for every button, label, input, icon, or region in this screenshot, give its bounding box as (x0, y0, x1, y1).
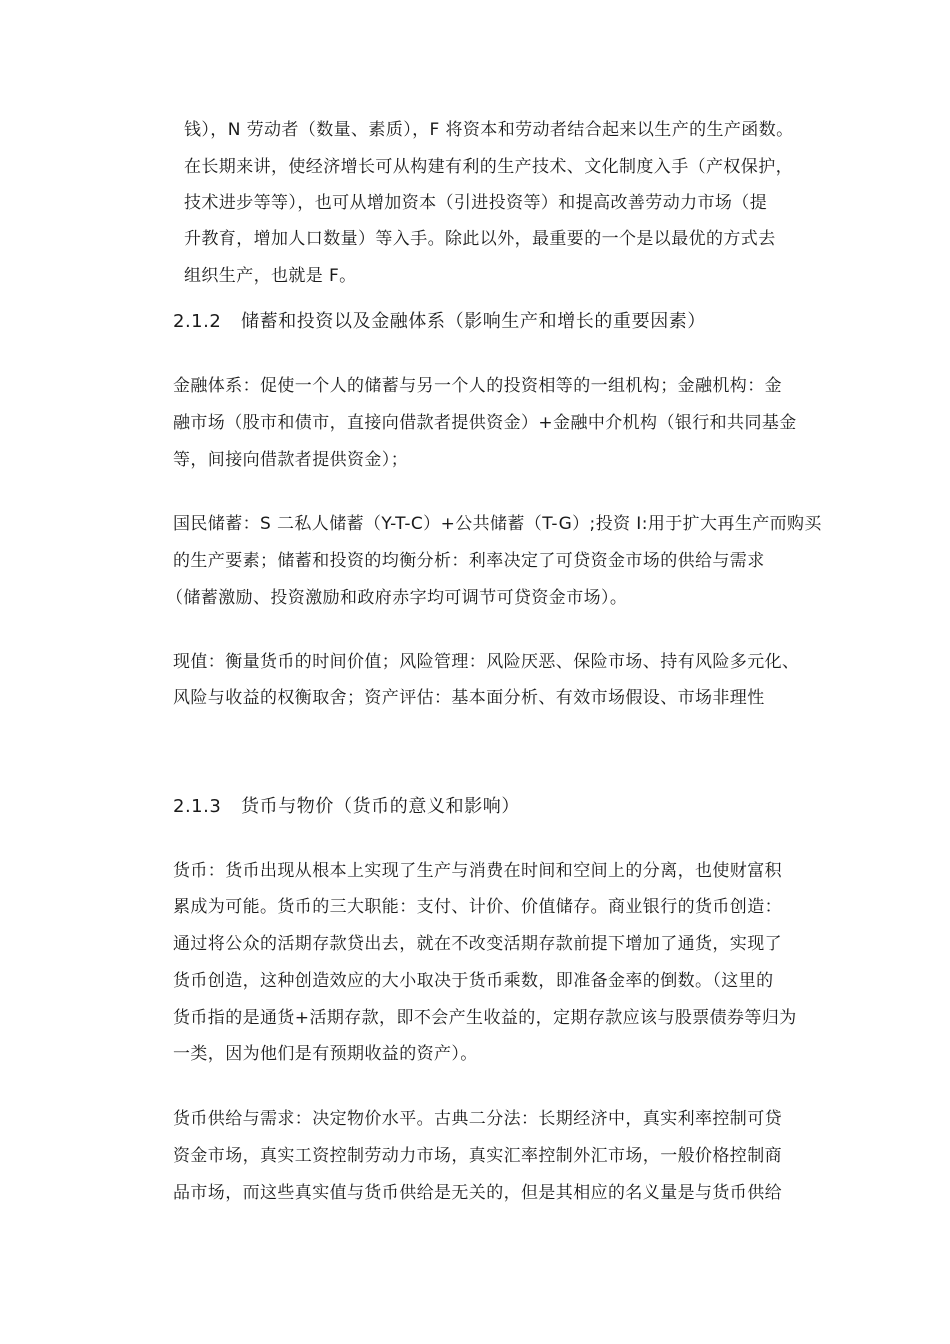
paragraph-line: 累成为可能。货币的三大职能：支付、计价、价值储存。商业银行的货币创造： (173, 897, 782, 917)
paragraph-line: 货币供给与需求：决定物价水平。古典二分法：长期经济中，真实利率控制可贷 (173, 1109, 782, 1129)
paragraph-line: 风险与收益的权衡取舍；资产评估：基本面分析、有效市场假设、市场非理性 (173, 688, 765, 708)
paragraph-line: 品市场，而这些真实值与货币供给是无关的，但是其相应的名义量是与货币供给 (173, 1183, 782, 1203)
paragraph-line: 货币：货币出现从根本上实现了生产与消费在时间和空间上的分离，也使财富积 (173, 861, 782, 881)
paragraph-line: 货币创造，这种创造效应的大小取决于货币乘数，即准备金率的倒数。（这里的 (173, 971, 774, 991)
paragraph-line: 货币指的是通货+活期存款，即不会产生收益的，定期存款应该与股票债券等归为 (173, 1008, 797, 1028)
paragraph-line: 资金市场，真实工资控制劳动力市场，真实汇率控制外汇市场，一般价格控制商 (173, 1146, 782, 1166)
section-title: 储蓄和投资以及金融体系（影响生产和增长的重要因素） (241, 311, 706, 332)
section-heading-2-1-3 (173, 796, 520, 818)
intro-line-4: 升教育，增加人口数量）等入手。除此以外，最重要的一个是以最优的方式去 (184, 229, 776, 249)
paragraph-line: 金融体系：促使一个人的储蓄与另一个人的投资相等的一组机构；金融机构：金 (173, 376, 782, 396)
paragraph-line: 现值：衡量货币的时间价值；风险管理：风险厌恶、保险市场、持有风险多元化、 (173, 652, 800, 672)
intro-line-3: 技术进步等等），也可从增加资本（引进投资等）和提高改善劳动力市场（提 (184, 193, 768, 213)
paragraph-line: 等，间接向借款者提供资金）； (173, 450, 409, 470)
section-title: 货币与物价（货币的意义和影响） (241, 796, 520, 817)
paragraph-line: 通过将公众的活期存款贷出去，就在不改变活期存款前提下增加了通货，实现了 (173, 934, 782, 954)
section-number: 2.1.2 (173, 311, 222, 332)
intro-line-2: 在长期来讲，使经济增长可从构建有利的生产技术、文化制度入手（产权保护， (184, 157, 793, 177)
paragraph-line: 的生产要素；储蓄和投资的均衡分析：利率决定了可贷资金市场的供给与需求 (173, 551, 765, 571)
intro-line-1: 钱），N 劳动者（数量、素质），F 将资本和劳动者结合起来以生产的生产函数。 (184, 120, 794, 140)
paragraph-line: 融市场（股市和债市，直接向借款者提供资金）+金融中介机构（银行和共同基金 (173, 413, 797, 433)
intro-line-5: 组织生产，也就是 F。 (184, 266, 357, 286)
paragraph-line: 一类，因为他们是有预期收益的资产）。 (173, 1044, 478, 1064)
section-number: 2.1.3 (173, 796, 222, 817)
paragraph-line: （储蓄激励、投资激励和政府赤字均可调节可贷资金市场）。 (166, 588, 628, 608)
paragraph-line: 国民储蓄：S 二私人储蓄（Y-T-C）+公共储蓄（T-G）;投资 I:用于扩大再生产而购买 (173, 514, 822, 534)
section-heading-2-1-2 (173, 311, 706, 333)
